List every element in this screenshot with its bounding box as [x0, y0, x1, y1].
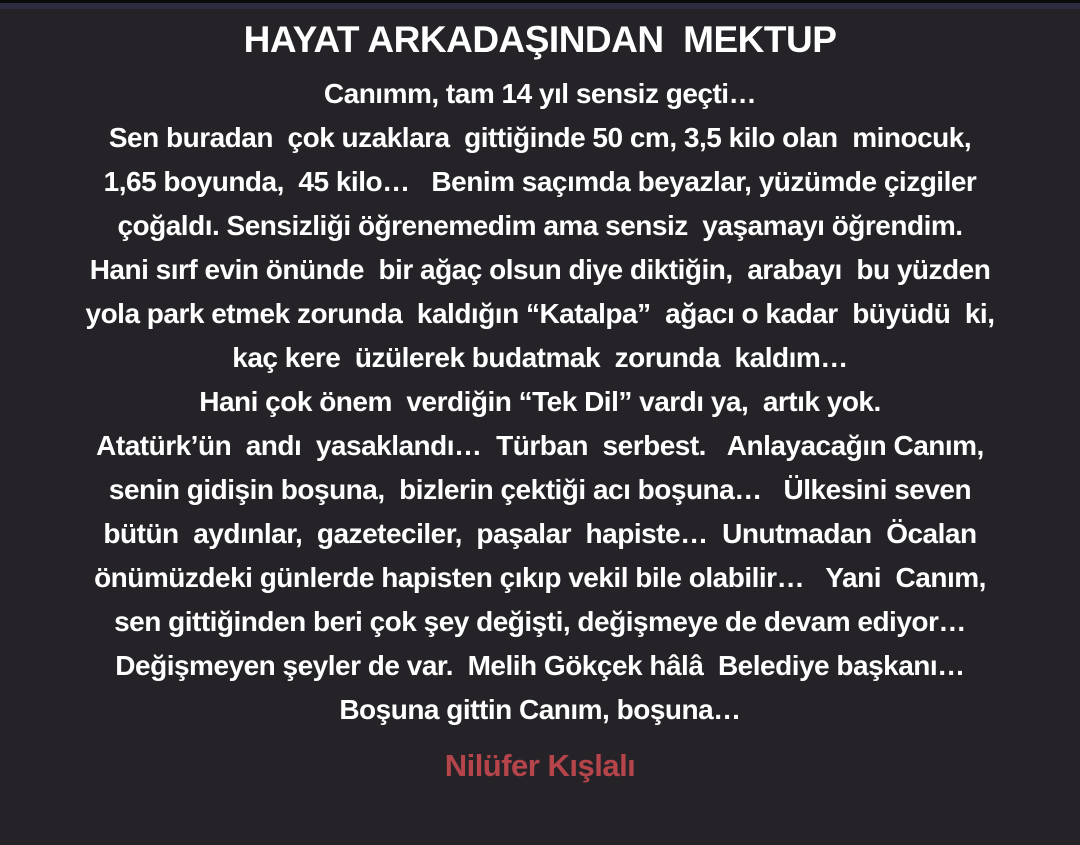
letter-line: bütün aydınlar, gazeteciler, paşalar hapiste… Unutmadan Öcalan — [103, 518, 977, 549]
letter-line: Değişmeyen şeyler de var. Melih Gökçek hâlâ Belediye başkanı… — [115, 650, 965, 681]
letter-line: kaç kere üzülerek budatmak zorunda kaldım… — [232, 342, 848, 373]
signature: Nilüfer Kışlalı — [444, 748, 636, 783]
letter-line: 1,65 boyunda, 45 kilo… Benim saçımda beyazlar, yüzümde çizgiler — [103, 166, 977, 197]
letter-line: Hani sırf evin önünde bir ağaç olsun diye diktiğin, arabayı bu yüzden — [89, 254, 991, 285]
letter-line: sen gittiğinden beri çok şey değişti, değişmeye de devam ediyor… — [114, 606, 966, 637]
top-edge-strip — [0, 3, 1080, 9]
letter-line: senin gidişin boşuna, bizlerin çektiği acı boşuna… Ülkesini seven — [108, 474, 972, 505]
letter-line: yola park etmek zorunda kaldığın “Katalpa” ağacı o kadar büyüdü ki, — [85, 298, 995, 329]
letter-body — [0, 72, 1080, 732]
letter-line: Atatürk’ün andı yasaklandı… Türban serbest. Anlayacağın Canım, — [96, 430, 984, 461]
letter-line: Sen buradan çok uzaklara gittiğinde 50 cm, 3,5 kilo olan minocuk, — [108, 122, 972, 153]
letter-line: Hani çok önem verdiğin “Tek Dil” vardı ya, artık yok. — [199, 386, 881, 417]
letter-line: çoğaldı. Sensizliği öğrenemedim ama sensiz yaşamayı öğrendim. — [117, 210, 963, 241]
letter-line: Boşuna gittin Canım, boşuna… — [339, 694, 741, 725]
letter-title: HAYAT ARKADAŞINDAN MEKTUP — [243, 19, 837, 60]
letter-line: Canımm, tam 14 yıl sensiz geçti… — [323, 78, 757, 109]
letter-line: önümüzdeki günlerde hapisten çıkıp vekil bile olabilir… Yani Canım, — [94, 562, 986, 593]
